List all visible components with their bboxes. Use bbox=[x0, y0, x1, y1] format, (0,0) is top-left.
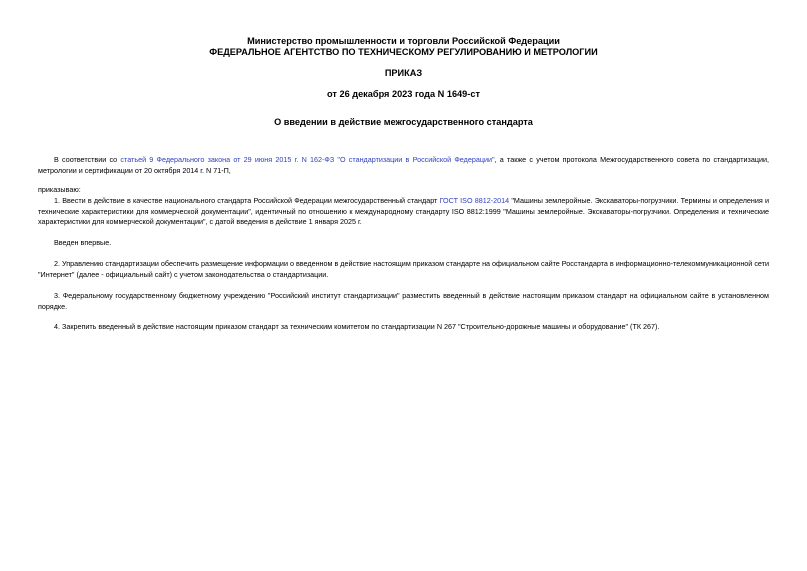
item-1-paragraph bbox=[38, 196, 769, 228]
law-link[interactable]: статьей 9 Федерального закона от 29 июня 2015 г. N 162-ФЗ "О стандартизации в Российской Федерации" bbox=[120, 155, 495, 164]
item-3-paragraph: 3. Федеральному государственному бюджетному учреждению "Российский институт стандартизации" разместить введенный в действие настоящим приказом стандарт на официальном сайте в установленном порядке. bbox=[38, 291, 769, 311]
subject-heading: О введении в действие межгосударственного стандарта bbox=[274, 117, 533, 127]
item-2-paragraph: 2. Управлению стандартизации обеспечить размещение информации о введенном в действие настоящим приказом стандарте на официальном сайте Росстандарта в информационно-телекоммуникационной сети "Интернет" (далее - официальный сайт) с учетом законодательства о стандартизации. bbox=[38, 259, 769, 279]
standard-link[interactable]: ГОСТ ISO 8812-2014 bbox=[439, 196, 510, 205]
intro-paragraph bbox=[38, 155, 769, 176]
agency-heading: ФЕДЕРАЛЬНОЕ АГЕНТСТВО ПО ТЕХНИЧЕСКОМУ РЕГУЛИРОВАНИЮ И МЕТРОЛОГИИ bbox=[209, 47, 598, 57]
document-type-heading: ПРИКАЗ bbox=[384, 68, 423, 78]
first-introduced-note: Введен впервые. bbox=[54, 238, 112, 247]
item-1-prefix: 1. Ввести в действие в качестве национального стандарта Российской Федерации межгосударственный стандарт bbox=[54, 196, 440, 205]
date-number-heading: от 26 декабря 2023 года N 1649-ст bbox=[327, 89, 480, 99]
ministry-heading: Министерство промышленности и торговли Российской Федерации bbox=[247, 36, 560, 46]
item-1-suffix: "Машины землеройные. Экскаваторы-погрузчики. Термины и определения и технические характеристики для коммерческой документации", идентичный по отношению к международному стандарту ISO 8812:1999 "Машины землеройные. Экскаваторы-погрузчики. Определения и технические характеристики для коммерческой документации", с датой введения в действие 1 января 2025 г. bbox=[38, 196, 770, 227]
intro-suffix: , а также с учетом протокола Межгосударственного совета по стандартизации, метрологии и сертификации от 20 октября 2014 г. N 71-П, bbox=[38, 155, 769, 175]
item-4-paragraph: 4. Закрепить введенный в действие настоящим приказом стандарт за техническим комитетом по стандартизации N 267 "Строительно-дорожные машины и оборудование" (ТК 267). bbox=[54, 322, 660, 331]
order-word: приказываю: bbox=[38, 185, 81, 194]
intro-prefix: В соответствии со bbox=[54, 155, 121, 164]
